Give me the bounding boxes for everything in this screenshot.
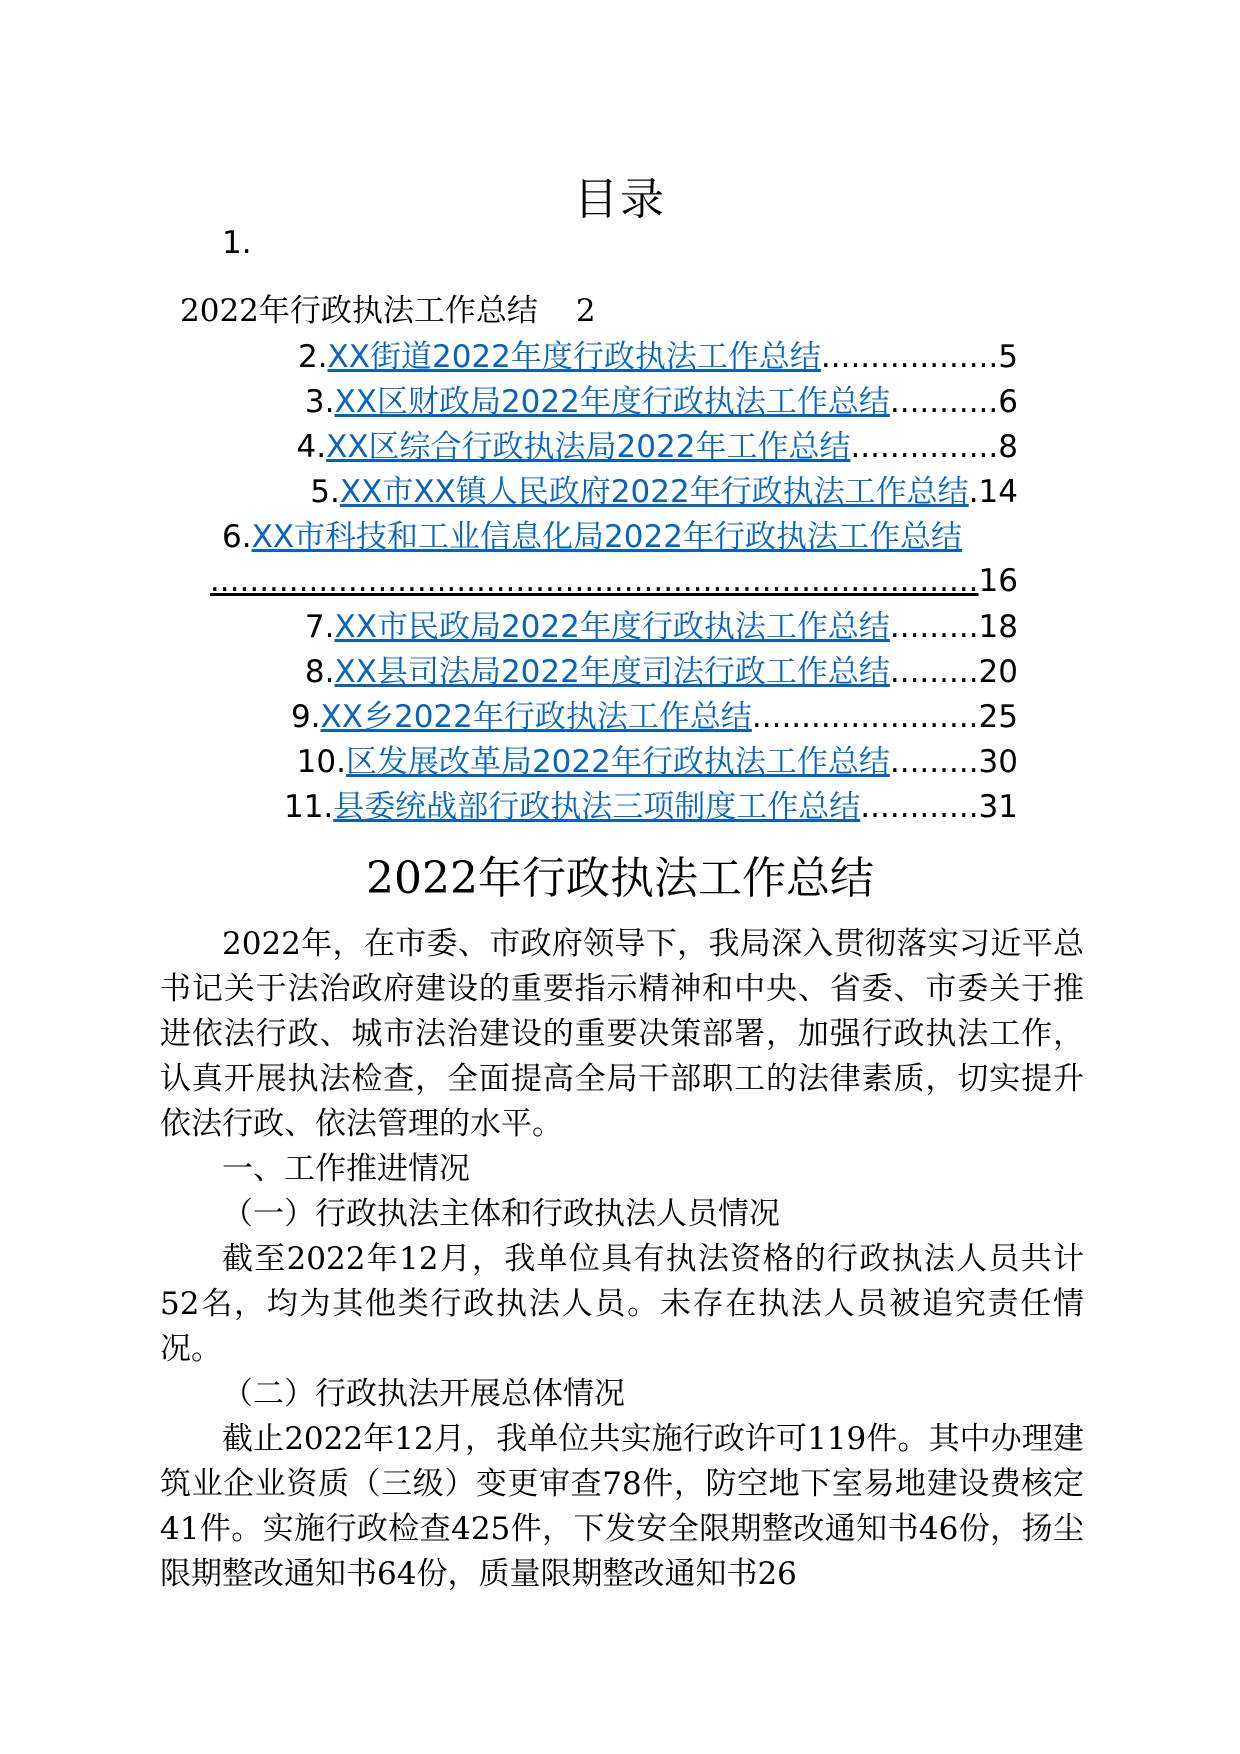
toc-entry-1-page: 2 xyxy=(575,293,596,329)
toc-entry-page: 6 xyxy=(998,384,1018,420)
intro-paragraph: 2022年，在市委、市政府领导下，我局深入贯彻落实习近平总书记关于法治政府建设的重要指示精神和中央、省委、市委关于推进依法行政、城市法治建设的重要决策部署，加强行政执法工作，认真开展执法检查，全面提高全局干部职工的法律素质，切实提升依法行政、依法管理的水平。 xyxy=(160,926,1084,1142)
toc-entry-number: 11. xyxy=(283,789,334,825)
paragraph-enforcement: 截止2022年12月，我单位共实施行政许可119件。其中办理建筑业企业资质（三级）变更审查78件，防空地下室易地建设费核定41件。实施行政检查425件，下发安全限期整改通知书46份，扬尘限期整改通知书64份，质量限期整改通知书26 xyxy=(160,1421,1084,1592)
toc-leader-dots: ....................... xyxy=(751,699,979,735)
toc-entry-2[interactable] xyxy=(0,336,1018,378)
toc-entry-page: 18 xyxy=(978,609,1018,645)
toc-entry-page: 16 xyxy=(978,563,1018,599)
toc-leader-dots: .................. xyxy=(820,339,999,375)
toc-entry-link[interactable]: 县委统战部行政执法三项制度工作总结 xyxy=(333,789,861,825)
toc-leader-dots: ............... xyxy=(850,429,999,465)
paragraph-personnel: 截至2022年12月，我单位具有执法资格的行政执法人员共计52名，均为其他类行政执法人员。未存在执法人员被追究责任情况。 xyxy=(160,1241,1084,1367)
toc-entry-link[interactable]: XX市民政局2022年度行政执法工作总结 xyxy=(334,609,890,645)
toc-entry-link[interactable]: XX县司法局2022年度司法行政工作总结 xyxy=(334,654,890,690)
toc-entry-number: 8. xyxy=(304,654,335,690)
toc-entry-page: 30 xyxy=(978,744,1018,780)
toc-entry-page: 31 xyxy=(978,789,1018,825)
subsection-heading-1: （一）行政执法主体和行政执法人员情况 xyxy=(222,1196,780,1232)
toc-entry-number: 6. xyxy=(222,519,252,555)
toc-entry-link[interactable]: XX区综合行政执法局2022年工作总结 xyxy=(326,429,851,465)
toc-entry-page: 25 xyxy=(978,699,1018,735)
toc-leader-dots: ............ xyxy=(860,789,979,825)
toc-entry-number: 4. xyxy=(296,429,327,465)
toc-entry-page: 20 xyxy=(978,654,1018,690)
toc-entry-1-title: 2022年行政执法工作总结 xyxy=(180,293,538,329)
toc-entry-page: 5 xyxy=(998,339,1018,375)
section-heading-1: 一、工作推进情况 xyxy=(222,1151,470,1187)
toc-leader-dots: ......... xyxy=(889,744,979,780)
toc-leader-dots: ........... xyxy=(889,384,999,420)
toc-leader-dots: .............................................................................. xyxy=(209,563,979,599)
toc-leader-dots: ......... xyxy=(889,609,979,645)
toc-entry-link[interactable]: XX市科技和工业信息化局2022年行政执法工作总结 xyxy=(251,519,962,555)
toc-entry-link[interactable]: XX区财政局2022年度行政执法工作总结 xyxy=(334,384,890,420)
toc-entry-page: 14 xyxy=(978,474,1018,510)
toc-entry-3[interactable] xyxy=(0,381,1018,423)
toc-entry-1[interactable] xyxy=(180,290,596,332)
toc-entry-11[interactable] xyxy=(0,786,1018,828)
toc-entry-number: 7. xyxy=(304,609,335,645)
toc-entry-link[interactable]: XX市XX镇人民政府2022年行政执法工作总结 xyxy=(339,474,969,510)
toc-entry-link[interactable]: XX乡2022年行政执法工作总结 xyxy=(320,699,752,735)
toc-entry-4[interactable] xyxy=(0,426,1018,468)
toc-entry-page: 8 xyxy=(998,429,1018,465)
toc-entry-number: 5. xyxy=(310,474,340,510)
toc-entry-number: 3. xyxy=(304,384,335,420)
toc-leader-dots: ......... xyxy=(889,654,979,690)
toc-entry-8[interactable] xyxy=(0,651,1018,693)
toc-entry-link[interactable]: 区发展改革局2022年行政执法工作总结 xyxy=(345,744,890,780)
document-heading: 2022年行政执法工作总结 xyxy=(366,853,874,904)
toc-entry-link[interactable]: XX街道2022年度行政执法工作总结 xyxy=(327,339,821,375)
toc-entry-10[interactable] xyxy=(0,741,1018,783)
toc-entry-1-number: 1. xyxy=(222,225,252,261)
toc-title: 目录 xyxy=(574,174,666,225)
toc-entry-number: 9. xyxy=(290,699,321,735)
subsection-heading-2: （二）行政执法开展总体情况 xyxy=(222,1376,625,1412)
toc-entry-number: 2. xyxy=(297,339,328,375)
toc-entry-6[interactable] xyxy=(222,516,962,558)
toc-entry-9[interactable] xyxy=(0,696,1018,738)
toc-entry-6-leader xyxy=(160,560,1018,602)
toc-entry-5[interactable] xyxy=(0,471,1018,513)
toc-entry-7[interactable] xyxy=(0,606,1018,648)
toc-entry-number: 10. xyxy=(296,744,346,780)
toc-leader-dots: . xyxy=(968,474,979,510)
